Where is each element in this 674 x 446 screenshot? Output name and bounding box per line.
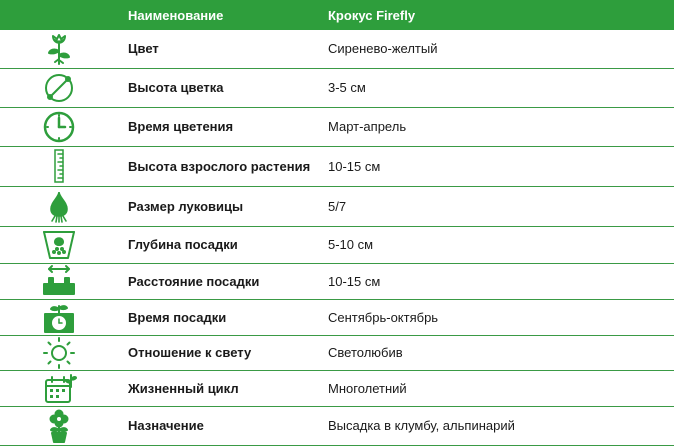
table-row bbox=[0, 406, 674, 445]
row-value: Светолюбив bbox=[328, 345, 403, 360]
row-value: Высадка в клумбу, альпинарий bbox=[328, 418, 515, 433]
row-name: Цвет bbox=[128, 41, 159, 57]
row-value: 5/7 bbox=[328, 198, 347, 214]
row-name: Жизненный цикл bbox=[128, 380, 239, 396]
table-row bbox=[0, 186, 674, 226]
header-name: Наименование bbox=[128, 7, 224, 23]
row-name: Время посадки bbox=[128, 309, 227, 325]
table-row bbox=[0, 68, 674, 107]
row-value: 10-15 см bbox=[328, 273, 381, 289]
row-name: Отношение к свету bbox=[128, 345, 252, 360]
flower-diameter-icon bbox=[41, 71, 77, 105]
sun-icon bbox=[41, 336, 77, 370]
table-row bbox=[0, 226, 674, 263]
header-icon-column bbox=[0, 0, 118, 30]
planting-time-icon bbox=[41, 300, 77, 334]
life-cycle-icon bbox=[41, 371, 77, 405]
row-name: Глубина посадки bbox=[128, 237, 238, 252]
row-value: 5-10 см bbox=[328, 237, 374, 252]
table-row bbox=[0, 107, 674, 146]
table-row bbox=[0, 30, 674, 68]
clock-icon bbox=[41, 110, 77, 144]
table-row bbox=[0, 263, 674, 299]
row-name: Высота цветка bbox=[128, 80, 224, 95]
row-name: Расстояние посадки bbox=[128, 273, 260, 289]
planting-depth-icon bbox=[41, 228, 77, 262]
row-value: Сентябрь-октябрь bbox=[328, 309, 439, 325]
table-row bbox=[0, 335, 674, 370]
rose-icon bbox=[41, 32, 77, 66]
table-row bbox=[0, 370, 674, 406]
row-value: 3-5 см bbox=[328, 80, 366, 95]
row-value: Многолетний bbox=[328, 380, 407, 396]
row-name: Время цветения bbox=[128, 119, 234, 134]
ruler-icon bbox=[41, 149, 77, 183]
row-name: Размер луковицы bbox=[128, 198, 244, 214]
table-header bbox=[0, 0, 674, 30]
row-value: Март-апрель bbox=[328, 119, 407, 134]
row-value: 10-15 см bbox=[328, 158, 381, 174]
row-name: Высота взрослого растения bbox=[128, 158, 311, 174]
flower-pot-icon bbox=[41, 409, 77, 443]
table-row bbox=[0, 299, 674, 335]
planting-distance-icon bbox=[41, 264, 77, 298]
header-value: Крокус Firefly bbox=[328, 7, 416, 23]
bulb-icon bbox=[41, 189, 77, 223]
table-row bbox=[0, 146, 674, 186]
row-value: Сиренево-желтый bbox=[328, 41, 438, 57]
row-name: Назначение bbox=[128, 418, 204, 433]
